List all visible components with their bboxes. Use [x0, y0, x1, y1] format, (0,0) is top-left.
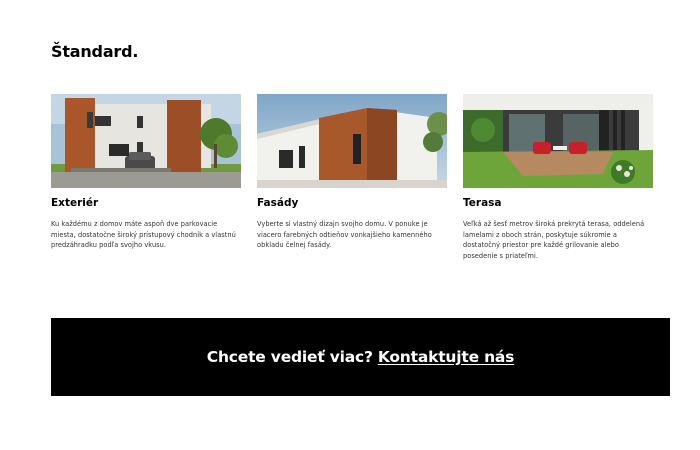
contact-banner-text: [207, 348, 514, 366]
card-title: Fasády: [257, 197, 299, 209]
terrace-image: [463, 94, 653, 188]
card-description: Vyberte si vlastný dizajn svojho domu. V ponuke je viacero farebných odtieňov vonkajšieho kamenného obkladu čelnej fasády.: [257, 220, 432, 250]
feature-card-facades: [257, 94, 447, 251]
feature-card-exterior: [51, 94, 241, 251]
section-title: Štandard.: [51, 42, 139, 61]
facades-image: [257, 94, 447, 188]
contact-question: Chcete vedieť viac?: [206, 348, 373, 366]
features-grid: [51, 94, 654, 274]
card-title: Exteriér: [51, 197, 99, 209]
contact-banner: [51, 318, 670, 396]
feature-card-terrace: [463, 94, 653, 261]
card-title: Terasa: [463, 197, 502, 209]
contact-link[interactable]: Kontaktujte nás: [377, 348, 515, 366]
exterior-image: [51, 94, 241, 188]
card-description: Ku každému z domov máte aspoň dve parkovacie miesta, dostatočne široký prístupový chodník a vlastnú predzáhradku podľa svojho vkusu.: [51, 220, 236, 250]
card-description: Veľká až šesť metrov široká prekrytá terasa, oddelená lamelami z oboch strán, poskytuje súkromie a dostatočný priestor pre každé grilovanie alebo posedenie s priateľmi.: [463, 220, 645, 260]
